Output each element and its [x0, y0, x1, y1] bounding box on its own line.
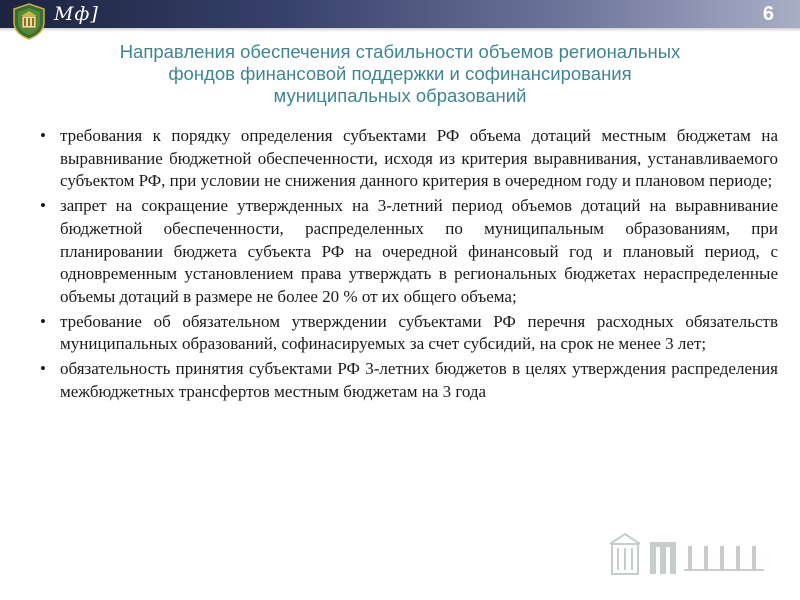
list-item [36, 125, 778, 193]
header-shadow [0, 28, 800, 32]
brand-logo-text: Мф] [54, 3, 99, 25]
bullet-text: требования к порядку определения субъектами РФ объема дотаций местным бюджетам на выравнивание бюджетной обеспеченности, исходя из критерия выравнивания, устанавливаемого субъектом РФ, при условии не снижения данного критерия в очередном году и плановом периоде; [60, 126, 778, 191]
list-item [36, 311, 778, 356]
title-line-1: Направления обеспечения стабильности объемов региональных [119, 41, 681, 62]
list-item [36, 358, 778, 403]
watermark-logo-icon [608, 530, 768, 582]
bullet-marker: • [40, 311, 46, 331]
bullet-text: запрет на сокращение утвержденных на 3-летний период объемов дотаций на выравнивание бюджетной обеспеченности, распределенных по муниципальным образованиям, при планировании бюджета субъекта РФ на очередной финансовый год и плановый период, с одновременным установлением права утверждать в региональных бюджетах нераспределенные объемы дотаций в размере не более 20 % от их общего объема; [60, 196, 778, 306]
title-line-2: фондов финансовой поддержки и софинансирования [168, 63, 632, 84]
bullet-text: требование об обязательном утверждении субъектами РФ перечня расходных обязательств муниципальных образований, софинасируемых за счет субсидий, на срок не менее 3 лет; [60, 311, 778, 354]
ministry-emblem-icon [10, 2, 48, 40]
bullet-marker: • [40, 126, 46, 145]
bullet-text: обязательность принятия субъектами РФ 3-летних бюджетов в целях утверждения распределения межбюджетных трансфертов местным бюджетам на 3 года [60, 359, 778, 401]
bullet-list [36, 125, 778, 405]
list-item [36, 195, 778, 309]
bullet-marker: • [40, 196, 46, 216]
header-bar [0, 0, 800, 28]
bullet-marker: • [40, 359, 46, 379]
slide-number: 6 [762, 3, 774, 25]
slide-title [40, 41, 760, 107]
title-line-3: муниципальных образований [273, 85, 527, 106]
